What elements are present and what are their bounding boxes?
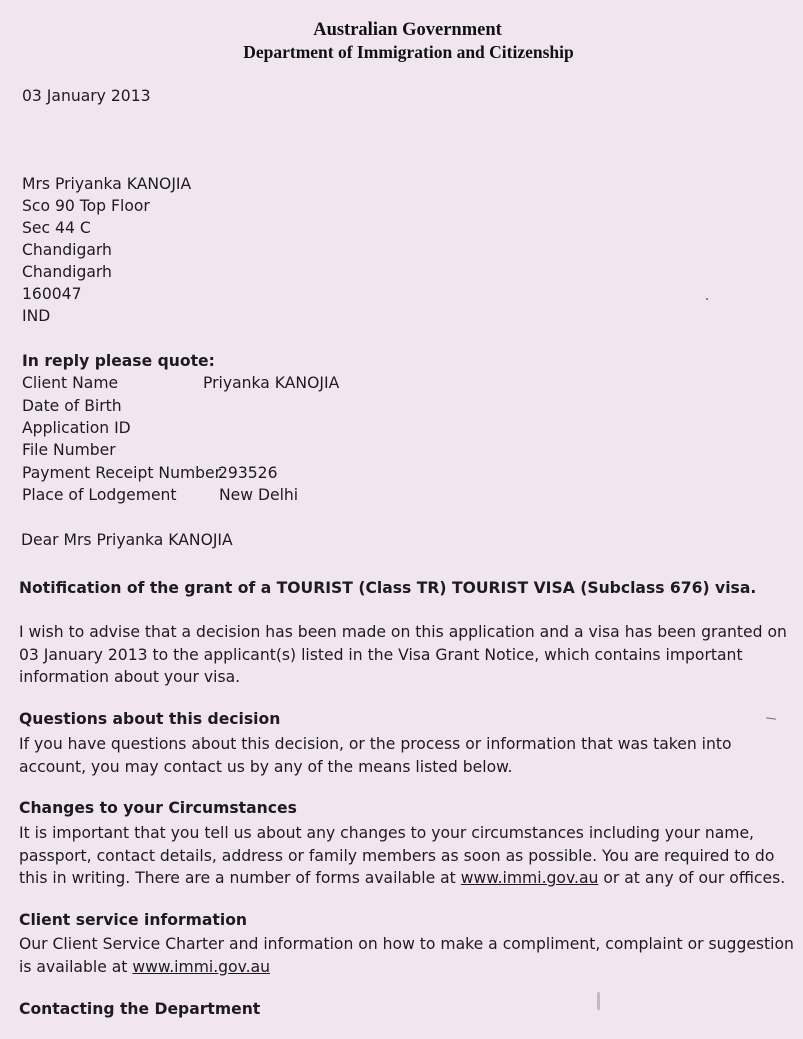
address-line: Sco 90 Top Floor (22, 197, 150, 215)
scan-smudge (597, 992, 600, 1010)
address-line: Mrs Priyanka KANOJIA (22, 175, 192, 193)
scan-mark (766, 717, 776, 719)
salutation: Dear Mrs Priyanka KANOJIA (21, 531, 233, 549)
reply-label-file-number: File Number (22, 441, 116, 459)
client-service-heading: Client service information (19, 911, 248, 929)
changes-body (19, 822, 799, 890)
reply-label-date-of-birth: Date of Birth (22, 397, 122, 415)
address-line: IND (22, 307, 51, 325)
reply-heading: In reply please quote: (22, 352, 215, 370)
reply-label-place-of-lodgement: Place of Lodgement (22, 486, 177, 504)
reply-label-payment-receipt: Payment Receipt Number (22, 464, 222, 482)
address-line: 160047 (22, 285, 82, 303)
address-line: Chandigarh (22, 263, 112, 281)
scan-speck (706, 298, 708, 300)
notification-heading: Notification of the grant of a TOURIST (Class TR) TOURIST VISA (Subclass 676) visa. (19, 579, 757, 597)
letterhead-department: Department of Immigration and Citizenship (243, 42, 574, 62)
reply-value-place-of-lodgement: New Delhi (219, 486, 299, 504)
reply-label-application-id: Application ID (22, 419, 131, 437)
reply-value-payment-receipt: 293526 (218, 464, 278, 482)
changes-text-end: or at any of our offices. (598, 869, 786, 887)
reply-label-client-name: Client Name (22, 374, 119, 392)
questions-heading: Questions about this decision (19, 710, 281, 728)
reply-value-client-name: Priyanka KANOJIA (203, 374, 340, 392)
letter-date: 03 January 2013 (22, 87, 151, 105)
client-service-body (19, 933, 799, 978)
intro-paragraph: I wish to advise that a decision has been made on this application and a visa has been granted on 03 January 2013 to the applicant(s) listed in the Visa Grant Notice, which contains important information about your visa. (19, 623, 787, 686)
letterhead-government: Australian Government (313, 20, 502, 40)
changes-heading: Changes to your Circumstances (19, 799, 297, 817)
address-line: Chandigarh (22, 241, 112, 259)
changes-text: It is important that you tell us about any changes to your circumstances including your name, passport, contact details, address or family members as soon as possible. You are required to do this in writing. There are a number of forms available at (19, 824, 775, 887)
client-service-website-link[interactable]: www.immi.gov.au (132, 957, 271, 976)
contacting-heading: Contacting the Department (19, 1000, 261, 1018)
changes-website-link[interactable]: www.immi.gov.au (460, 869, 599, 887)
client-service-text: Our Client Service Charter and information on how to make a compliment, complaint or suggestion is available at (19, 935, 794, 976)
address-line: Sec 44 C (22, 219, 91, 237)
questions-body: If you have questions about this decision, or the process or information that was taken into account, you may contact us by any of the means listed below. (19, 735, 732, 776)
